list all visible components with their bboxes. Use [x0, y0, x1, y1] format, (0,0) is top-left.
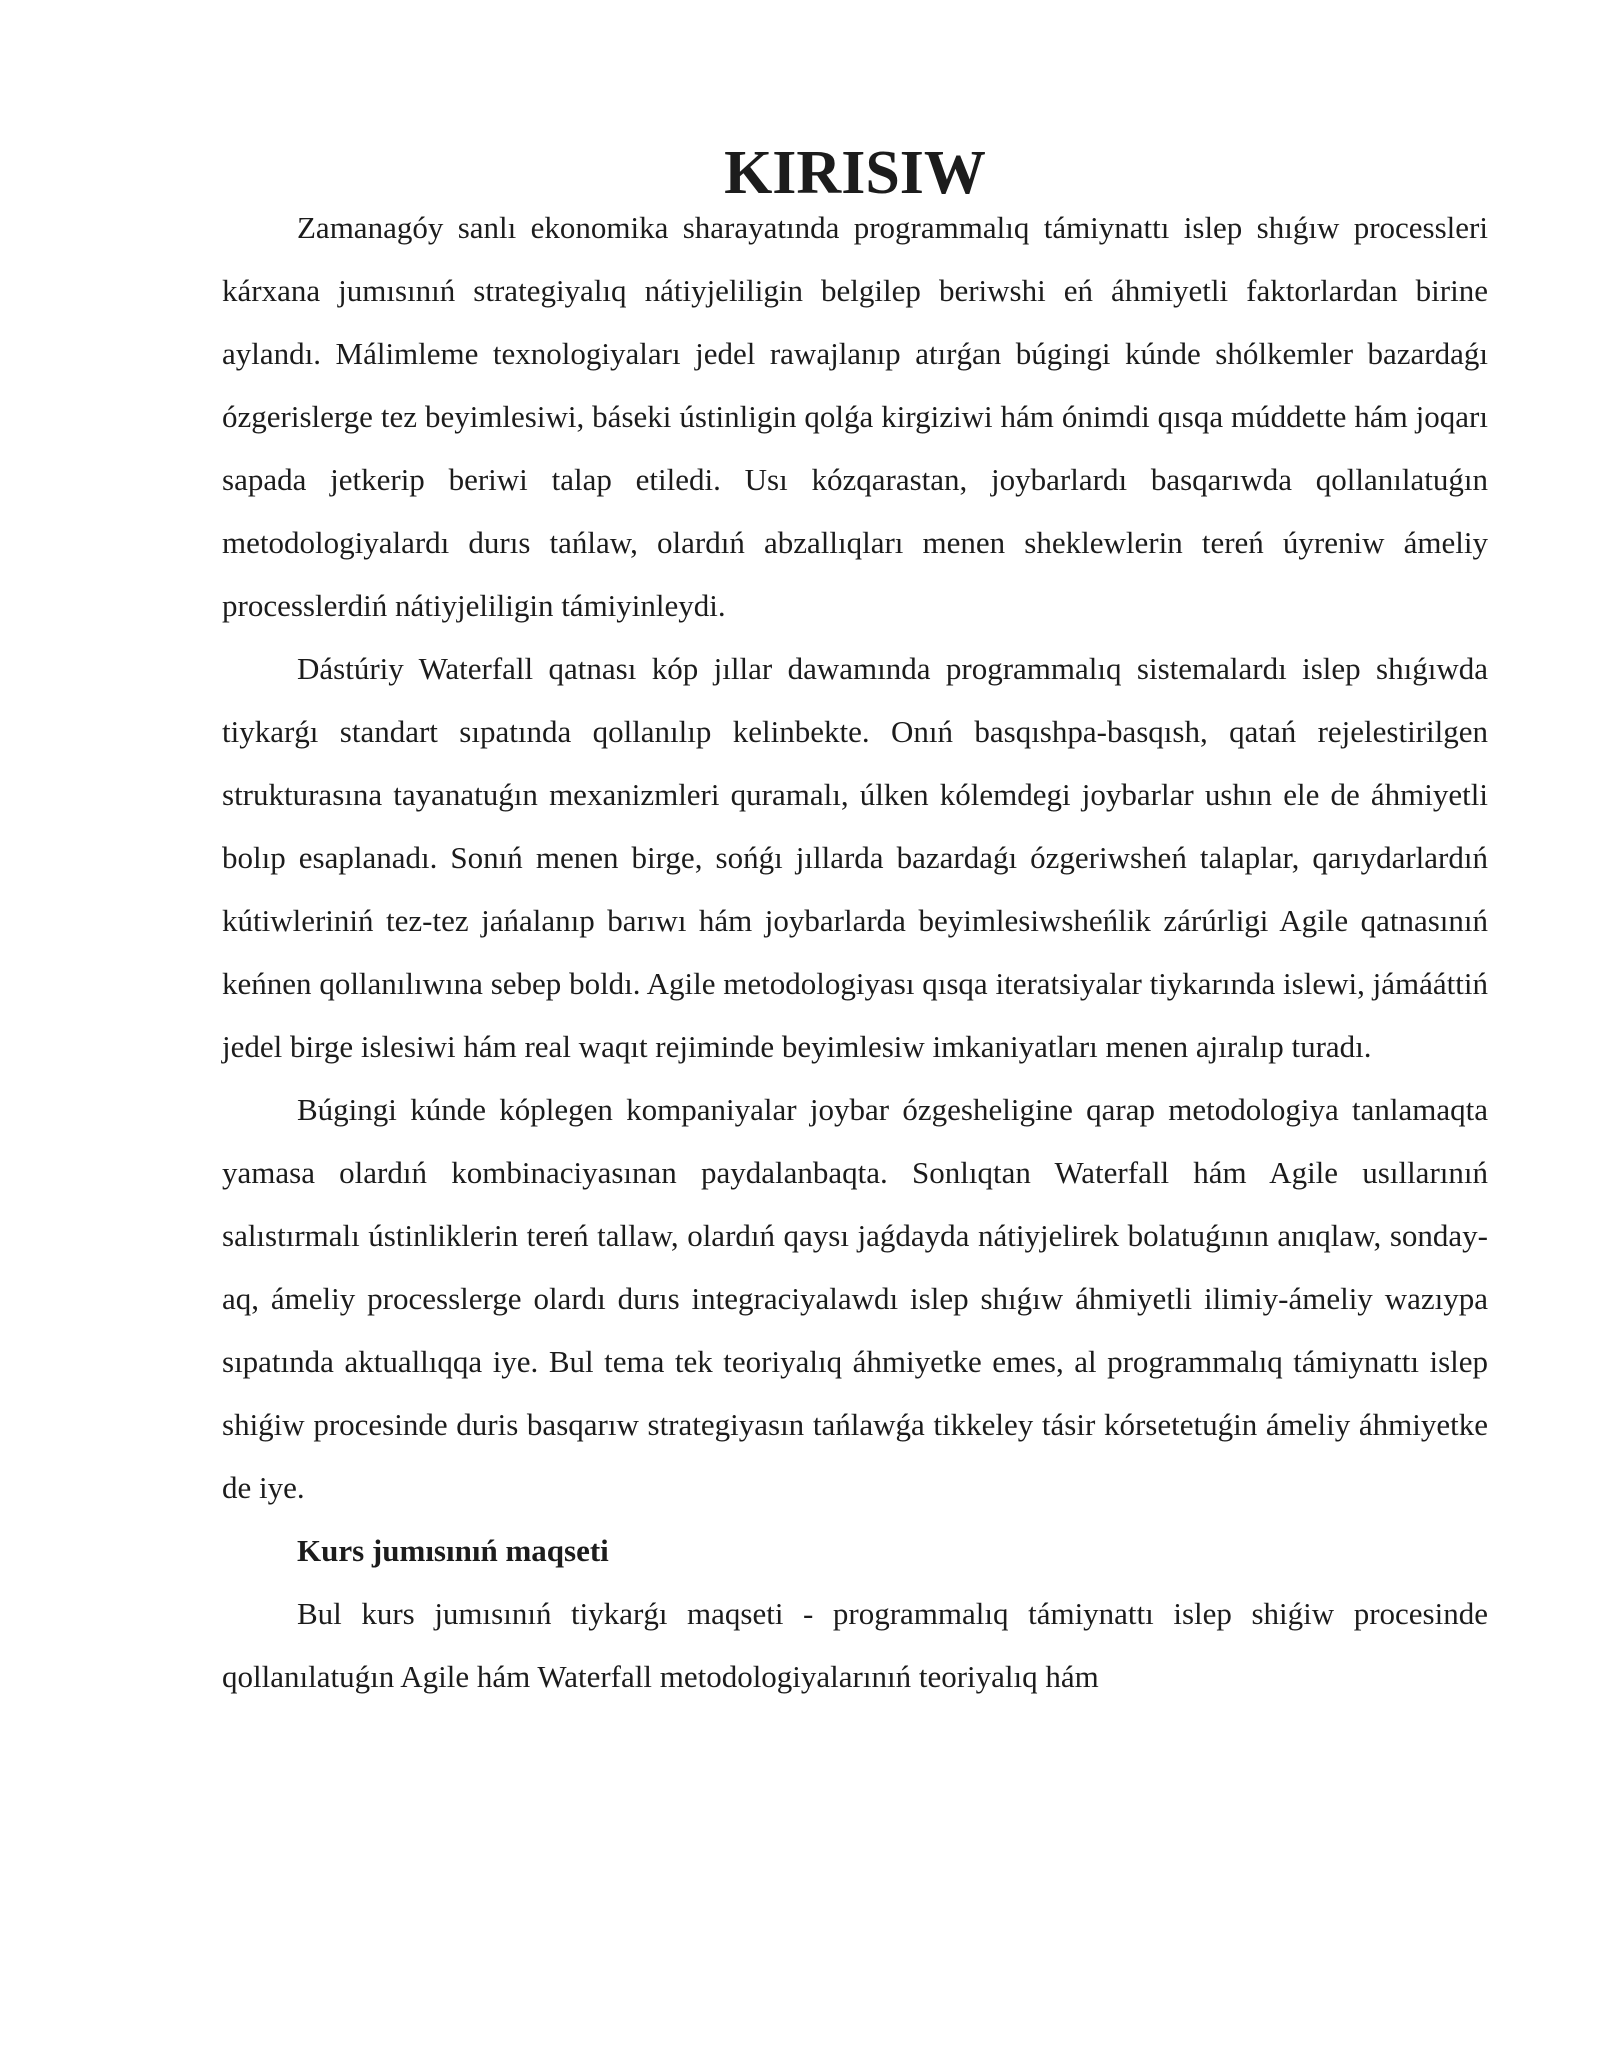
paragraph-purpose: Bul kurs jumısınıń tiykarǵı maqseti - programmalıq támiynattı islep shiǵiw procesinde qollanılatuǵın Agile hám Waterfall metodologiyalarınıń teoriyalıq hám	[222, 1596, 1488, 1694]
page-title: KIRISIW	[724, 139, 986, 207]
paragraph-relevance: Búgingi kúnde kóplegen kompaniyalar joybar ózgesheligine qarap metodologiya tanlamaqta yamasa olardıń kombinaciyasınan paydalanbaqta. Sonlıqtan Waterfall hám Agile usıllarınıń salıstırmalı ústinliklerin tereń tallaw, olardıń qaysı jaǵdayda nátiyjelirek bolatuǵının anıqlaw, sonday-aq, ámeliy processlerge olardı durıs integraciyalawdı islep shıǵıw áhmiyetli ilimiy-ámeliy wazıypa sıpatında aktuallıqqa iye. Bul tema tek teoriyalıq áhmiyetke emes, al programmalıq támiynattı islep shiǵiw procesinde duris basqarıw strategiyasın tańlawǵa tikkeley tásir kórsetetuǵin ámeliy áhmiyetke de iye.	[222, 1092, 1488, 1505]
paragraph-intro: Zamanagóy sanlı ekonomika sharayatında programmalıq támiynattı islep shıǵıw processleri kárxana jumısınıń strategiyalıq nátiyjeliligin belgilep beriwshi eń áhmiyetli faktorlardan birine aylandı. Málimleme texnologiyaları jedel rawajlanıp atırǵan búgingi kúnde shólkemler bazardaǵı ózgerislerge tez beyimlesiwi, báseki ústinligin qolǵa kirgiziwi hám ónimdi qısqa múddette hám joqarı sapada jetkerip beriwi talap etiledi. Usı kózqarastan, joybarlardı basqarıwda qollanılatuǵın metodologiyalardı durıs tańlaw, olardıń abzallıqları menen sheklewlerin tereń úyreniw ámeliy processlerdiń nátiyjeliligin támiyinleydi.	[222, 210, 1488, 623]
document-page	[222, 139, 1488, 1708]
section-title-purpose: Kurs jumısınıń maqseti	[297, 1533, 609, 1568]
paragraph-waterfall-agile: Dástúriy Waterfall qatnası kóp jıllar dawamında programmalıq sistemalardı islep shıǵıwda tiykarǵı standart sıpatında qollanılıp kelinbekte. Onıń basqıshpa-basqısh, qatań rejelestirilgen strukturasına tayanatuǵın mexanizmleri quramalı, úlken kólemdegi joybarlar ushın ele de áhmiyetli bolıp esaplanadı. Sonıń menen birge, sońǵı jıllarda bazardaǵı ózgeriwsheń talaplar, qarıydarlardıń kútiwleriniń tez-tez jańalanıp barıwı hám joybarlarda beyimlesiwsheńlik zárúrligi Agile qatnasınıń keńnen qollanılıwına sebep boldı. Agile metodologiyası qısqa iteratsiyalar tiykarında islewi, jámááttiń jedel birge islesiwi hám real waqıt rejiminde beyimlesiw imkaniyatları menen ajıralıp turadı.	[222, 651, 1488, 1064]
